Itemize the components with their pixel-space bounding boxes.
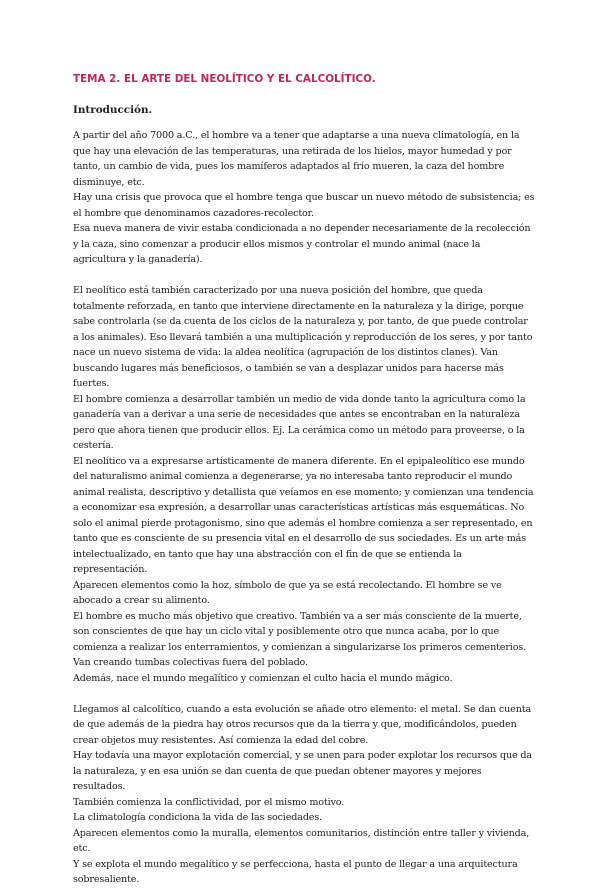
paragraph: Hay todavía una mayor explotación comercial, y se unen para poder explotar los recursos que da la naturaleza, y en esa unión se dan cuenta de que puedan obtener mayores y mejores resultados. <box>73 750 532 792</box>
paragraph: Aparecen elementos como la muralla, elementos comunitarios, distinción entre taller y vivienda, etc. <box>73 827 530 854</box>
paragraph: El neolítico va a expresarse artísticamente de manera diferente. En el epipaleolítico ese mundo del naturalismo animal comienza a degenerarse, ya no interesaba tanto reproducir el mundo animal realista, descriptivo y detallista que veíamos en ese momento; y comienzan una tendencia a economizar esa expresión, a desarrollar unas características artísticas más esquemáticas. No solo el animal pierde protagonismo, sino que además el hombre comienza a ser representado, en tanto que es consciente de su presencia vital en el desarrollo de sus sociedades. Es un arte más intelectualizado, en tanto que hay una abstracción con el fin de que se entienda la representación. <box>73 455 534 575</box>
section-heading: Introducción. <box>73 104 153 116</box>
paragraph: El hombre es mucho más objetivo que creativo. También va a ser más consciente de la muerte, son conscientes de que hay un ciclo vital y posiblemente otro que nunca acaba, por lo que comienza a realizar los enterramientos, y comienzan a singularizarse los primeros cementerios. Van creando tumbas colectivas fuera del poblado. <box>73 610 526 668</box>
paragraph-block-2 <box>73 283 535 686</box>
paragraph: Además, nace el mundo megalítico y comienzan el culto hacia el mundo mágico. <box>73 672 453 684</box>
paragraph-block-1 <box>73 128 535 268</box>
paragraph: La climatología condiciona la vida de las sociedades. <box>73 812 323 823</box>
paragraph: A partir del año 7000 a.C., el hombre va a tener que adaptarse a una nueva climatología, en la que hay una elevación de las temperaturas, una retirada de los hielos, mayor humedad y por tanto, un cambio de vida, pues los mamíferos adaptados al frío mueren, la caza del hombre disminuye, etc. <box>73 130 520 188</box>
spacer <box>73 118 535 128</box>
paragraph: Hay una crisis que provoca que el hombre tenga que buscar un nuevo método de subsistencia; es el hombre que denominamos cazadores-recolector. <box>73 192 535 219</box>
paragraph-block-3 <box>73 702 535 888</box>
paragraph: Esa nueva manera de vivir estaba condicionada a no depender necesariamente de la recolección y la caza, sino comenzar a producir ellos mismos y controlar el mundo animal (nace la agricultura y la ganadería). <box>73 223 531 265</box>
paragraph: Aparecen elementos como la hoz, símbolo de que ya se está recolectando. El hombre se ve abocado a crear su alimento. <box>73 579 502 606</box>
paragraph: El neolítico está también caracterizado por una nueva posición del hombre, que queda totalmente reforzada, en tanto que interviene directamente en la naturaleza y la dirige, porque sabe controlarla (se da cuenta de los ciclos de la naturaleza y, por tanto, de que puede controlar a los animales). Eso llevará también a una multiplicación y reproducción de los seres, y por tanto nace un nuevo sistema de vida: la aldea neolítica (agrupación de los distintos clanes). Van buscando lugares más beneficiosos, o también se van a desplazar unidos para hacerse más fuertes. <box>73 285 533 389</box>
spacer <box>73 686 535 702</box>
document-body <box>73 72 535 888</box>
paragraph: Y se explota el mundo megalítico y se perfecciona, hasta el punto de llegar a una arquitectura sobresaliente. <box>73 858 518 885</box>
paragraph: También comienza la conflictividad, por el mismo motivo. <box>73 796 345 808</box>
paragraph: El hombre comienza a desarrollar también un medio de vida donde tanto la agricultura como la ganadería van a derivar a una serie de necesidades que antes se encontraban en la naturaleza pero que ahora tienen que producir ellos. Ej. La cerámica como un método para proveerse, o la cestería. <box>73 393 526 451</box>
spacer <box>73 268 535 284</box>
document-title: TEMA 2. EL ARTE DEL NEOLÍTICO Y EL CALCOLÍTICO. <box>73 73 376 85</box>
paragraph: Llegamos al calcolítico, cuando a esta evolución se añade otro elemento: el metal. Se dan cuenta de que además de la piedra hay otros recursos que da la tierra y que, modificándolos, pueden crear objetos muy resistentes. Así comienza la edad del cobre. <box>73 703 532 746</box>
